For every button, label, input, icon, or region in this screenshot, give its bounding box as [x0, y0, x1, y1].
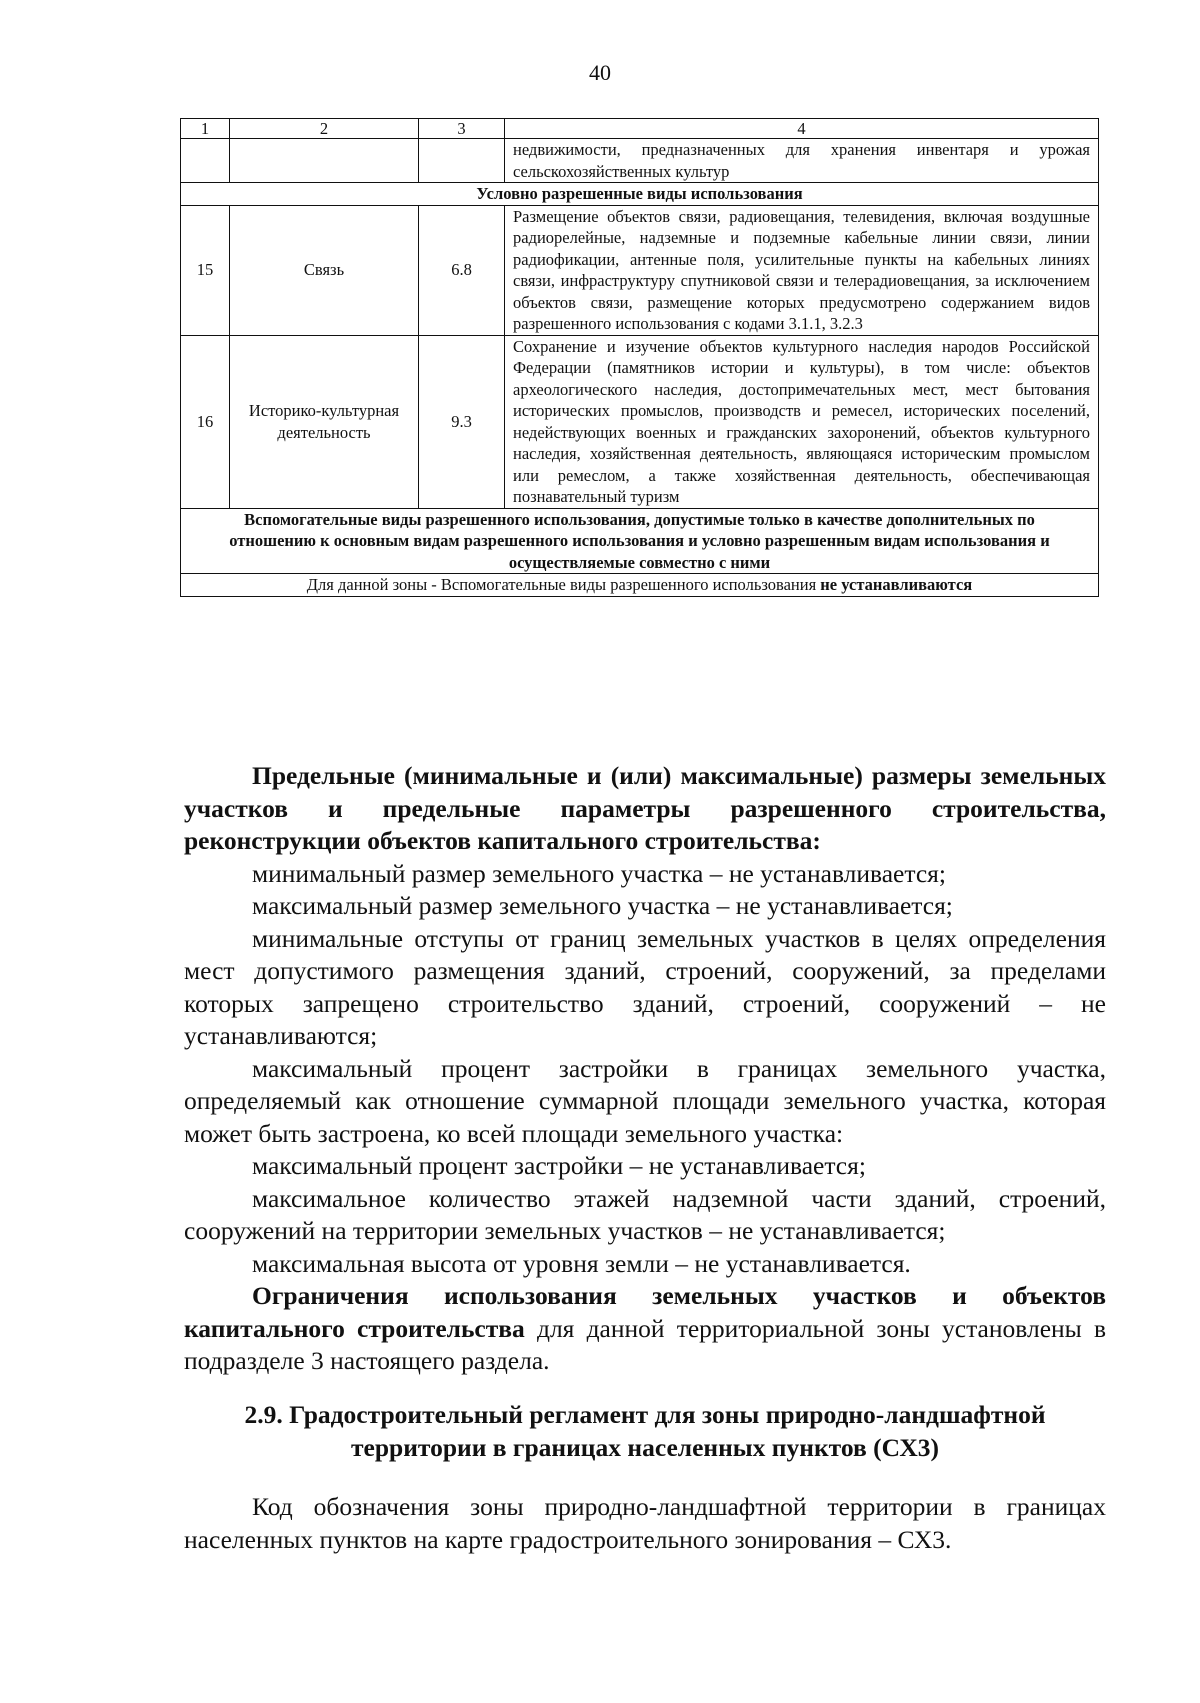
section-conditional-title: Условно разрешенные виды использования	[181, 183, 1099, 206]
continuation-text: недвижимости, предназначенных для хранения инвентаря и урожая сельскохозяйственных культур	[505, 139, 1099, 183]
limits-paragraph: минимальный размер земельного участка – не устанавливается;	[252, 858, 946, 888]
row-number: 15	[181, 205, 230, 335]
limits-paragraph: минимальные отступы от границ земельных участков в целях определения мест допустимого размещения зданий, строений, сооружений, за пределами которых запрещено строительство зданий, строений, сооружений – не устанавливаются;	[184, 923, 1106, 1050]
page-number: 40	[589, 60, 611, 85]
row-use-name: Связь	[230, 205, 419, 335]
table-row-continuation	[181, 139, 1099, 183]
col-header-3: 3	[419, 119, 505, 139]
row-description: Сохранение и изучение объектов культурного наследия народов Российской Федерации (памятников истории и культуры), в том числе: объектов археологического наследия, достопримечательных мест, мест бытования исторических промыслов, производств и ремесел, исторических поселений, недействующих военных и гражданских захоронений, объектов культурного наследия, хозяйственная деятельность, являющаяся историческим промыслом или ремеслом, а также хозяйственная деятельность, обеспечивающая познавательный туризм	[505, 335, 1099, 508]
section-2-9-title: 2.9. Градостроительный регламент для зоны природно-ландшафтной территории в границах населенных пунктов (СХ3)	[244, 1400, 1046, 1462]
row-description: Размещение объектов связи, радиовещания, телевидения, включая воздушные радиорелейные, надземные и подземные кабельные линии связи, линии радиофикации, антенные поля, усилительные пункты на кабельных линиях связи, инфраструктуру спутниковой связи и телерадиовещания, за исключением объектов связи, размещение которых предусмотрено содержанием видов разрешенного использования с кодами 3.1.1, 3.2.3	[505, 205, 1099, 335]
limits-paragraph: максимальный размер земельного участка – не устанавливается;	[252, 891, 953, 920]
section-auxiliary-title: Вспомогательные виды разрешенного использования, допустимые только в качестве дополнительных по отношению к основным видам разрешенного использования и условно разрешенным видам использования и осуществляемые совместно с ними	[181, 508, 1099, 574]
section-conditional-row	[181, 183, 1099, 206]
zone-code-section	[184, 1490, 1106, 1556]
regulation-table	[180, 118, 1099, 597]
table-note-row	[181, 574, 1099, 597]
col-header-4: 4	[505, 119, 1099, 139]
section-auxiliary-row	[181, 508, 1099, 574]
limits-section	[184, 760, 1106, 1378]
limits-paragraph: максимальное количество этажей надземной части зданий, строений, сооружений на территории земельных участков – не устанавливается;	[184, 1183, 1106, 1245]
table-note-text: Для данной зоны - Вспомогательные виды разрешенного использования	[306, 575, 821, 594]
restrictions-text: для данной территориальной зоны установлены в подразделе 3 настоящего раздела.	[184, 1313, 1106, 1375]
limits-heading: Предельные (минимальные и (или) максимальные) размеры земельных участков и предельные параметры разрешенного строительства, реконструкции объектов капитального строительства:	[184, 761, 1106, 855]
table-row	[181, 335, 1099, 508]
row-use-code: 6.8	[419, 205, 505, 335]
limits-paragraph: максимальная высота от уровня земли – не устанавливается.	[252, 1248, 911, 1278]
limits-paragraph: максимальный процент застройки – не устанавливается;	[252, 1151, 866, 1180]
restrictions-bold: Ограничения использования земельных участков и объектов капитального строительства	[184, 1281, 1106, 1343]
row-number: 16	[181, 335, 230, 508]
table-note	[181, 574, 1099, 597]
table-row	[181, 205, 1099, 335]
row-use-name: Историко-культурная деятельность	[230, 335, 419, 508]
table-header-row	[181, 119, 1099, 139]
limits-paragraph: максимальный процент застройки в границах земельного участка, определяемый как отношение суммарной площади земельного участка, которая может быть застроена, ко всей площади земельного участка:	[184, 1053, 1106, 1148]
zone-code-paragraph: Код обозначения зоны природно-ландшафтной территории в границах населенных пунктов на карте градостроительного зонирования – СХ3.	[184, 1492, 1106, 1554]
restrictions-paragraph	[184, 1280, 1106, 1378]
col-header-2: 2	[230, 119, 419, 139]
col-header-1: 1	[181, 119, 230, 139]
table-note-emphasis: не устанавливаются	[820, 575, 973, 594]
row-use-code: 9.3	[419, 335, 505, 508]
